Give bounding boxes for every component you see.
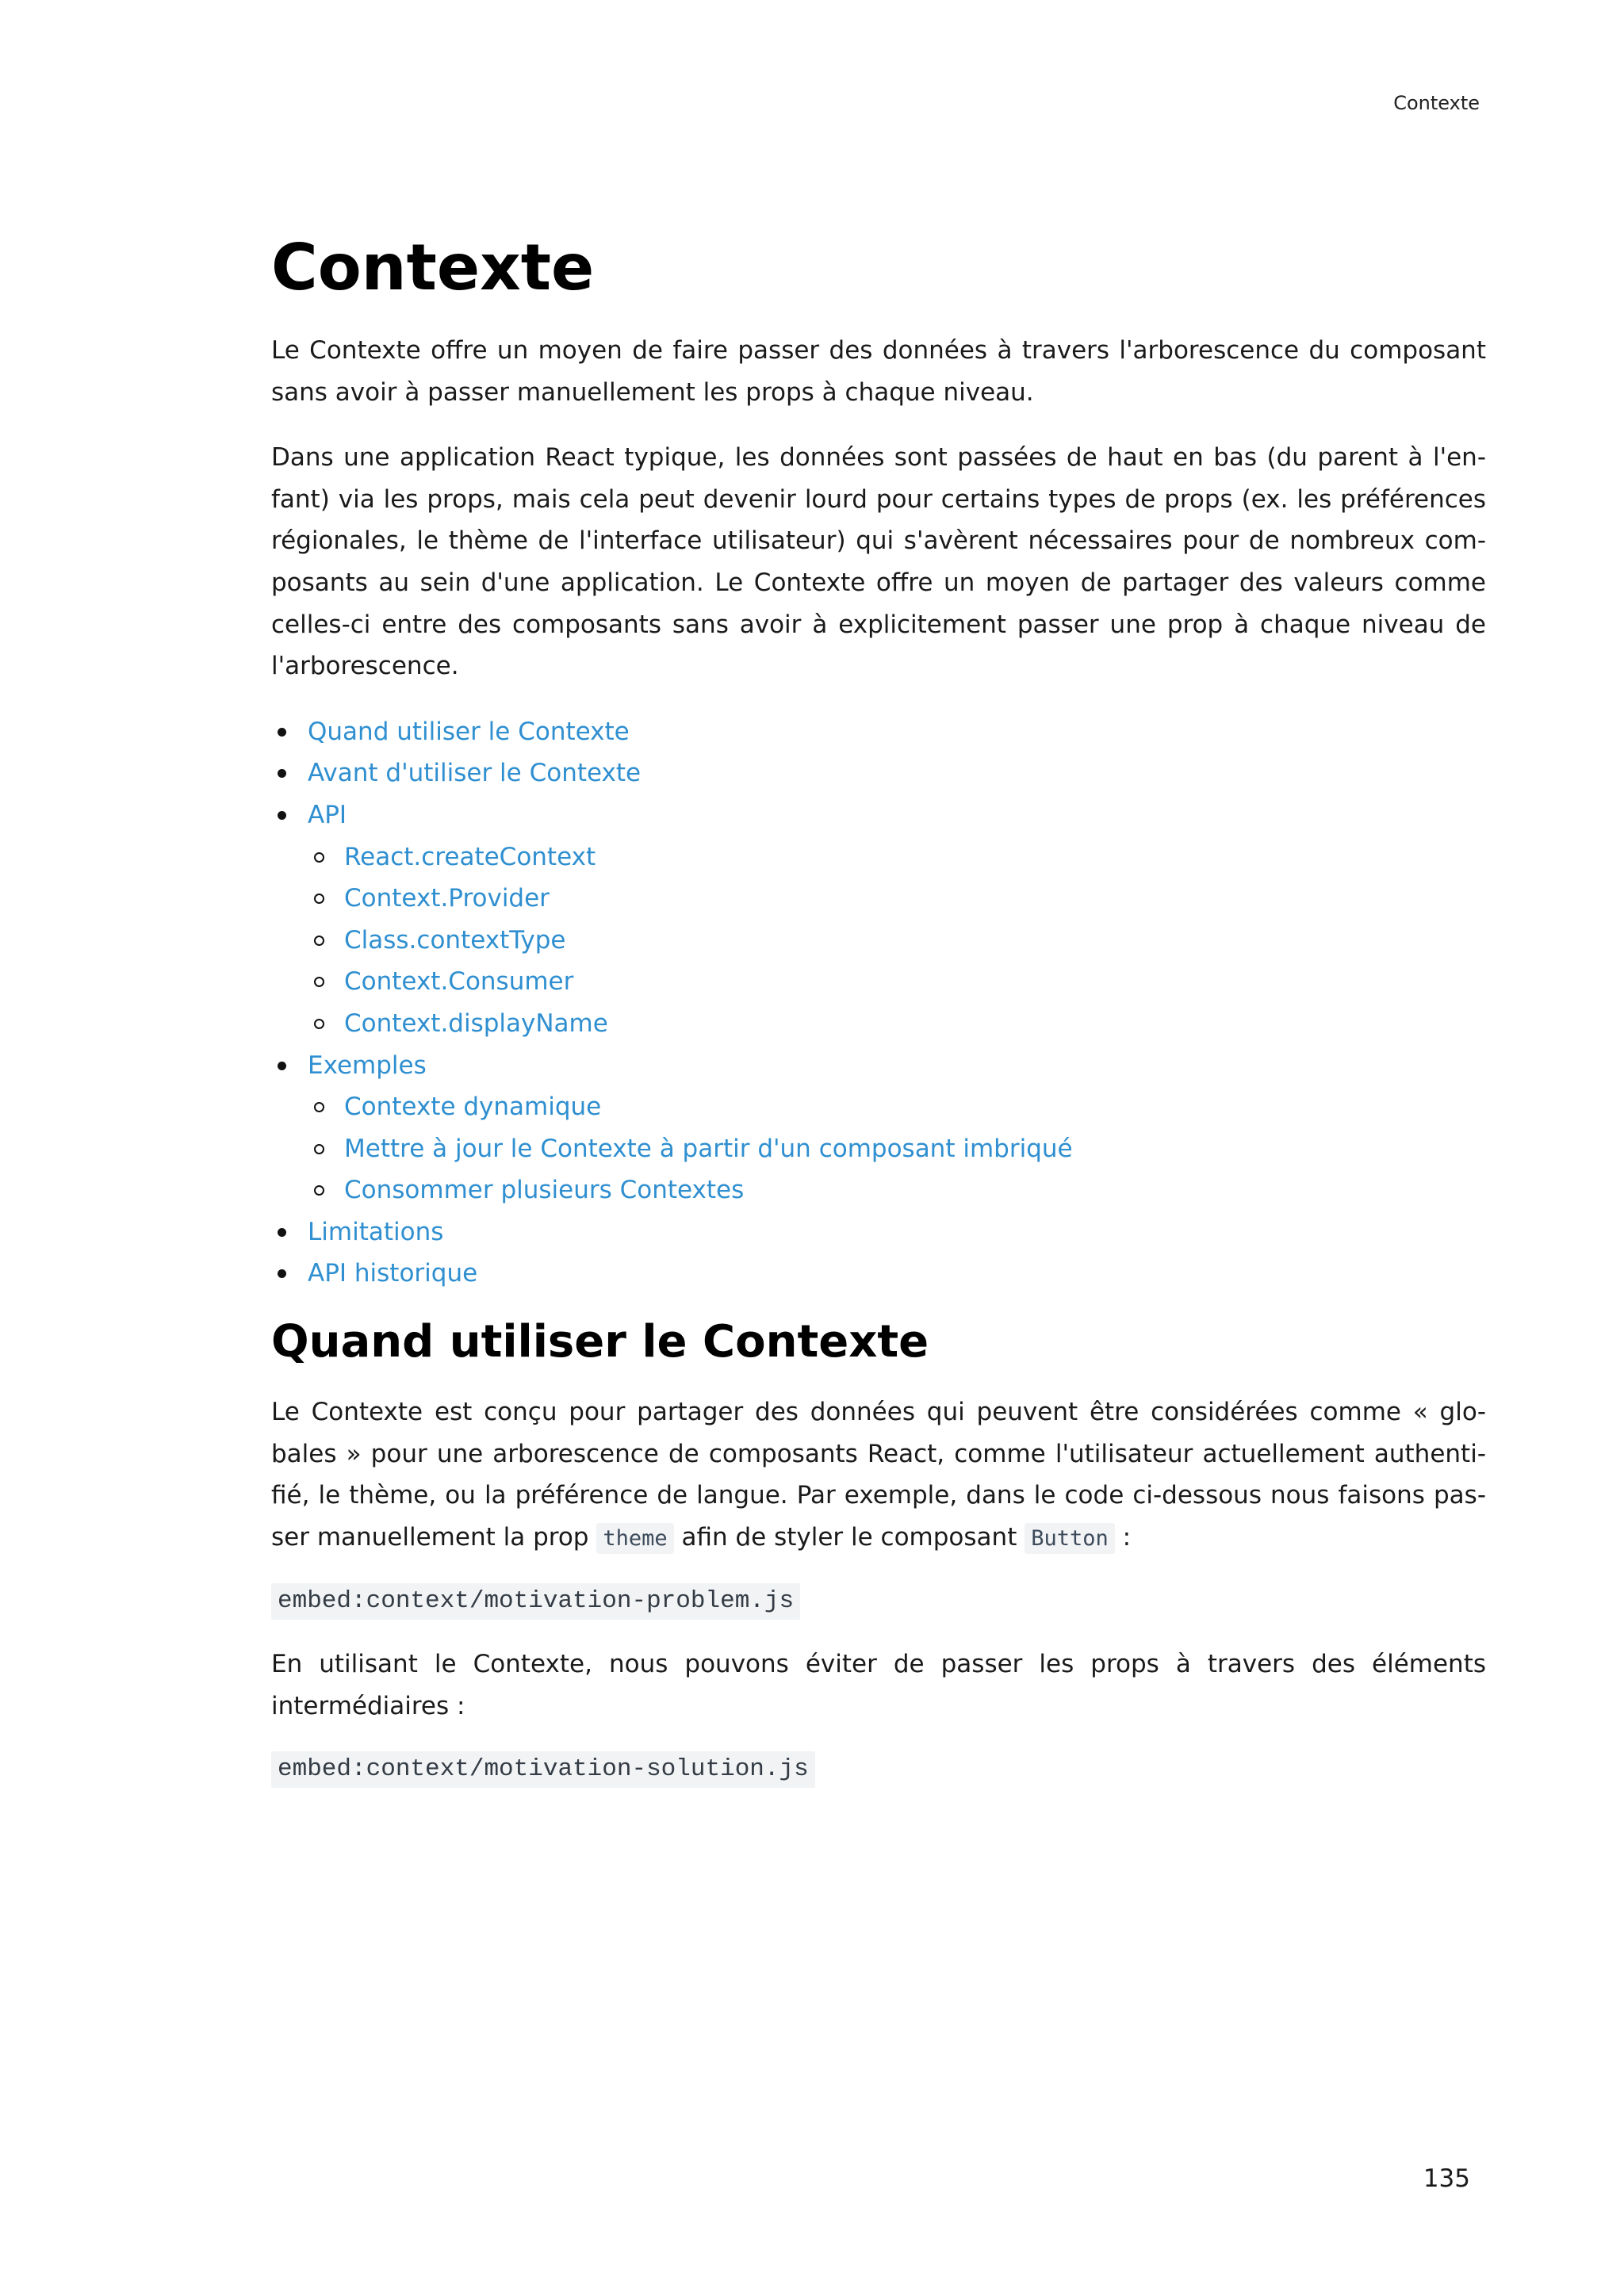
toc-sublist-examples bbox=[308, 1086, 1486, 1211]
code-block-motivation-problem bbox=[271, 1583, 1486, 1620]
intro-paragraph-2: Dans une application React typique, les données sont passées de haut en bas (du parent à l'enfant) via les props, mais cela peut devenir lourd pour certains types de props (ex. les préférences régionales, le thème de l'interface utilisateur) qui s'avèrent nécessaires pour de nombreux composants au sein d'une application. Le Contexte offre un moyen de partager des valeurs comme celles-ci entre des composants sans avoir à explicitement passer une prop à chaque niveau de l'arborescence. bbox=[271, 443, 1486, 681]
toc-item bbox=[271, 711, 1486, 753]
page-title: Contexte bbox=[271, 231, 595, 304]
toc-link-updating-context-nested[interactable]: Mettre à jour le Contexte à partir d'un composant imbriqué bbox=[344, 1134, 1073, 1163]
toc-link-consuming-multiple-contexts[interactable]: Consommer plusieurs Contextes bbox=[344, 1176, 745, 1205]
code-block-text: embed:context/motivation-solution.js bbox=[271, 1751, 815, 1788]
page-number: 135 bbox=[1423, 2164, 1470, 2193]
toc-sublist-api bbox=[308, 836, 1486, 1045]
toc-subitem bbox=[308, 1003, 1486, 1045]
running-header: Contexte bbox=[1393, 92, 1480, 114]
toc-subitem bbox=[308, 878, 1486, 920]
section-paragraph-1 bbox=[271, 1391, 1486, 1559]
toc-link-context-consumer[interactable]: Context.Consumer bbox=[344, 967, 574, 997]
toc-item bbox=[271, 752, 1486, 794]
toc-link-legacy-api[interactable]: API historique bbox=[308, 1259, 478, 1288]
toc-link-dynamic-context[interactable]: Contexte dynamique bbox=[344, 1093, 602, 1122]
toc-link-context-displayname[interactable]: Context.displayName bbox=[344, 1008, 608, 1038]
toc-link-caveats[interactable]: Limitations bbox=[308, 1217, 444, 1246]
toc-item bbox=[271, 1045, 1486, 1211]
toc-item bbox=[271, 1211, 1486, 1253]
code-block-motivation-solution bbox=[271, 1751, 1486, 1788]
section-paragraph-1-text-a: Le Contexte est conçu pour partager des données qui peuvent être considérées comme « globales » pour une arborescence de composants React, comme l'utilisateur actuellement authentifié, le thème, ou la préférence de langue. Par exemple, dans le code ci-dessous nous faisons passer manuellement la prop bbox=[271, 1398, 1486, 1552]
toc-link-when-to-use[interactable]: Quand utiliser le Contexte bbox=[308, 717, 630, 746]
table-of-contents bbox=[271, 711, 1486, 1295]
inline-code-theme: theme bbox=[596, 1523, 673, 1554]
section-heading-when-to-use: Quand utiliser le Contexte bbox=[271, 1316, 929, 1368]
intro-paragraph-1: Le Contexte offre un moyen de faire passer des données à travers l'arborescence du composant sans avoir à passer manuellement les props à chaque niveau. bbox=[271, 336, 1486, 407]
section-paragraph-2: En utilisant le Contexte, nous pouvons éviter de passer les props à travers des éléments intermédiaires : bbox=[271, 1650, 1486, 1721]
toc-item bbox=[271, 794, 1486, 1045]
section-paragraph-1-text-c: : bbox=[1114, 1522, 1132, 1552]
toc-link-react-createcontext[interactable]: React.createContext bbox=[344, 842, 596, 871]
toc-item bbox=[271, 1253, 1486, 1295]
section-paragraph-1-text-b: afin de styler le composant bbox=[673, 1522, 1025, 1552]
toc-link-context-provider[interactable]: Context.Provider bbox=[344, 884, 550, 913]
page-content bbox=[271, 227, 1486, 1812]
toc-subitem bbox=[308, 836, 1486, 878]
toc-subitem bbox=[308, 961, 1486, 1003]
toc-subitem bbox=[308, 920, 1486, 962]
toc-subitem bbox=[308, 1086, 1486, 1128]
toc-link-before-you-use[interactable]: Avant d'utiliser le Contexte bbox=[308, 759, 642, 788]
toc-link-examples[interactable]: Exemples bbox=[308, 1050, 427, 1080]
toc-subitem bbox=[308, 1128, 1486, 1170]
toc-subitem bbox=[308, 1169, 1486, 1211]
toc-link-class-contexttype[interactable]: Class.contextType bbox=[344, 925, 566, 955]
toc-link-api[interactable]: API bbox=[308, 800, 347, 829]
code-block-text: embed:context/motivation-problem.js bbox=[271, 1583, 800, 1620]
inline-code-button: Button bbox=[1025, 1523, 1115, 1554]
